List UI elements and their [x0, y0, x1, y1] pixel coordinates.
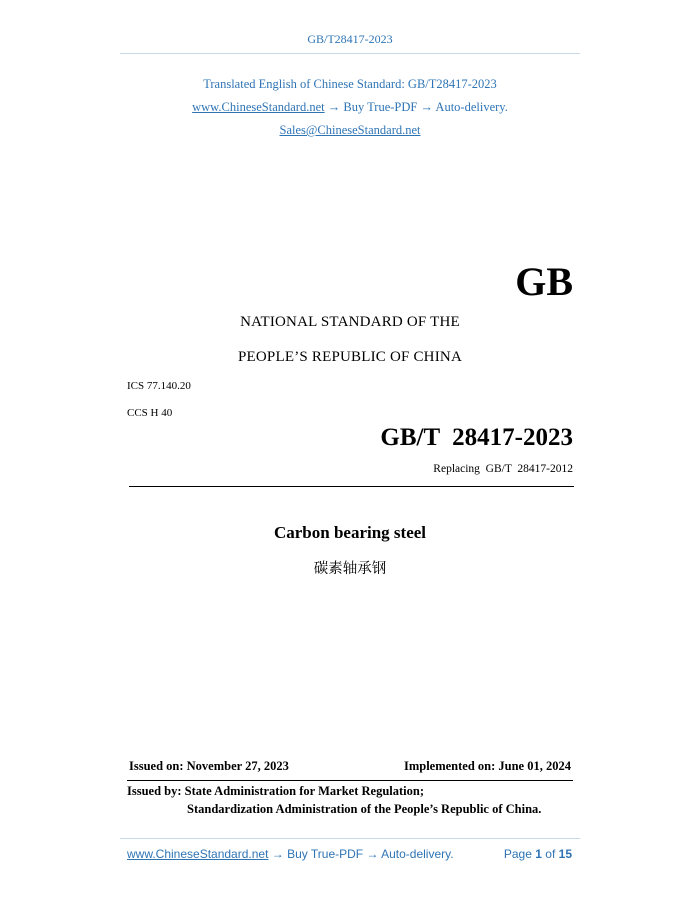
footer-divider [120, 838, 580, 839]
issued-by-line1: Issued by: State Administration for Market Regulation; [127, 784, 424, 798]
implemented-on-date: Implemented on: June 01, 2024 [403, 759, 571, 773]
ccs-code: CCS H 40 [127, 407, 173, 419]
document-title-en: Carbon bearing steel [273, 523, 427, 542]
website-link[interactable]: www.ChineseStandard.net [192, 100, 325, 114]
page-current: 1 [535, 847, 542, 861]
footer-purchase-line [127, 847, 454, 861]
page-label: Page [503, 847, 532, 861]
footer-purchase-text: → Buy True-PDF → Auto-delivery. [268, 847, 454, 861]
purchase-text: → Buy True-PDF → Auto-delivery. [324, 100, 508, 114]
issued-by-line2: Standardization Administration of the People’s Republic of China. [187, 802, 542, 816]
title-divider [129, 486, 574, 487]
of-label: of [545, 847, 556, 861]
page-indicator [504, 847, 572, 861]
ics-code: ICS 77.140.20 [127, 380, 191, 392]
email-line [0, 123, 700, 138]
standard-number: GB/T 28417-2023 [380, 424, 573, 451]
gb-mark: GB [515, 259, 573, 304]
document-title-zh: 碳素轴承钢 [313, 561, 387, 577]
national-standard-line1: NATIONAL STANDARD OF THE [240, 314, 460, 330]
issued-on-date: Issued on: November 27, 2023 [129, 759, 289, 773]
footer-website-link[interactable]: www.ChineseStandard.net [127, 847, 269, 861]
national-standard-line2: PEOPLE’S REPUBLIC OF CHINA [238, 349, 462, 365]
running-header-code: GB/T28417-2023 [307, 32, 393, 46]
page-total: 15 [558, 847, 572, 861]
header-divider [120, 53, 580, 54]
email-link[interactable]: Sales@ChineseStandard.net [279, 123, 421, 137]
dates-divider [127, 780, 573, 781]
purchase-line [0, 100, 700, 115]
replacing-note: Replacing GB/T 28417-2012 [433, 463, 573, 475]
translation-notice: Translated English of Chinese Standard: GB/T28417-2023 [203, 77, 497, 91]
